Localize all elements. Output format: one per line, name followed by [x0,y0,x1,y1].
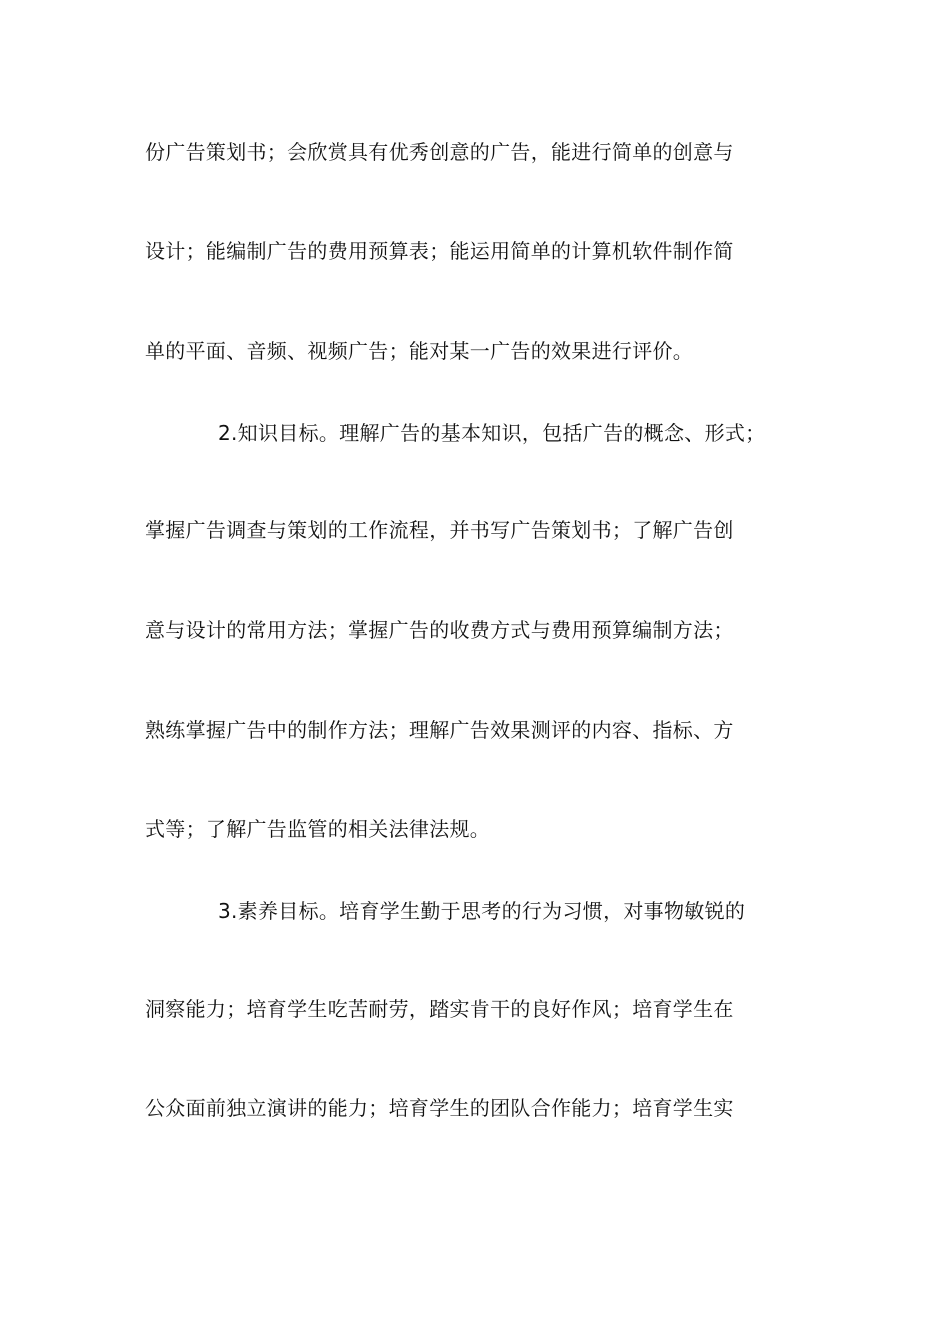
text-line-8: 式等；了解广告监管的相关法律法规。 [145,817,491,841]
text-line-7: 熟练掌握广告中的制作方法；理解广告效果测评的内容、指标、方 [145,718,734,742]
text-line-3: 单的平面、音频、视频广告；能对某一广告的效果进行评价。 [145,339,694,363]
text-line-10: 洞察能力；培育学生吃苦耐劳，踏实肯干的良好作风；培育学生在 [145,997,734,1021]
text-line-1: 份广告策划书；会欣赏具有优秀创意的广告，能进行简单的创意与 [145,140,734,164]
section-2-heading-line: 2.知识目标。理解广告的基本知识，包括广告的概念、形式； [218,421,766,445]
text-line-6: 意与设计的常用方法；掌握广告的收费方式与费用预算编制方法； [145,618,734,642]
text-line-2: 设计；能编制广告的费用预算表；能运用简单的计算机软件制作简 [145,239,734,263]
text-line-11: 公众面前独立演讲的能力；培育学生的团队合作能力；培育学生实 [145,1096,734,1120]
section-3-heading-line: 3.素养目标。培育学生勤于思考的行为习惯，对事物敏锐的 [218,899,746,923]
text-line-5: 掌握广告调查与策划的工作流程，并书写广告策划书；了解广告创 [145,518,734,542]
